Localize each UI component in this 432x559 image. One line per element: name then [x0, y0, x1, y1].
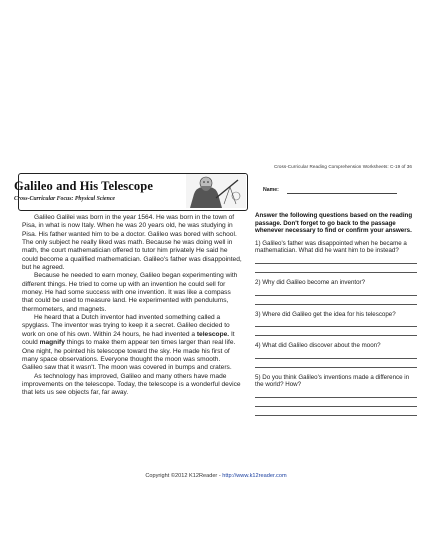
- copyright-text: Copyright ©2012 K12Reader -: [145, 473, 223, 479]
- reading-passage: [22, 214, 242, 398]
- passage-paragraph-3: He heard that a Dutch inventor had invented something called a spyglass. The inventor was trying to keep it a secret. Galileo decided to work on one of his own. Within 24 hours, he had invented a telescope. It could magnify things to make them appear ten times larger than real life. One night, he pointed his telescope toward the sky. He made his first of many space observations. Everyone thought the moon was smooth. Galileo saw that it wasn't. The moon was covered in bumps and craters.: [22, 314, 236, 372]
- name-line[interactable]: [287, 193, 397, 194]
- questions-panel: [255, 212, 417, 416]
- vocab-magnify: magnify: [39, 339, 65, 347]
- galileo-portrait-image: [186, 174, 246, 208]
- passage-paragraph-2: Because he needed to earn money, Galileo began experimenting with different things. He tried to come up with an invention he could sell for money. He had some success with one invention. It was like a compass that could be used to measure land. He experimented with pendulums, thermometers, and magnets.: [22, 272, 238, 313]
- answer-line[interactable]: [255, 398, 417, 407]
- worksheet-title: Galileo and His Telescope: [14, 179, 153, 193]
- answer-line[interactable]: [255, 327, 417, 336]
- question-3: 3) Where did Galileo get the idea for his telescope?: [255, 310, 396, 318]
- answer-line[interactable]: [255, 407, 417, 416]
- answer-line[interactable]: [255, 296, 417, 305]
- question-5: 5) Do you think Galileo's inventions made a difference in the world? How?: [255, 373, 410, 389]
- instructions: Answer the following questions based on the reading passage. Don't forget to go back to the passage whenever necessary to find or confirm your answers.: [255, 212, 413, 235]
- answer-line[interactable]: [255, 264, 417, 273]
- k12reader-link[interactable]: http://www.k12reader.com: [222, 473, 287, 479]
- question-2: 2) Why did Galileo become an inventor?: [255, 278, 366, 286]
- worksheet-series-label: Cross-Curricular Reading Comprehension Worksheets: C-19 of 36: [273, 164, 412, 169]
- answer-line[interactable]: [255, 287, 417, 296]
- answer-line[interactable]: [255, 350, 417, 359]
- vocab-telescope: telescope.: [196, 330, 230, 338]
- worksheet-subtitle: Cross-Curricular Focus: Physical Science: [14, 196, 115, 202]
- passage-paragraph-1: Galileo Galilei was born in the year 1564. He was born in the town of Pisa, in what is now Italy. When he was 20 years old, he was studying in Pisa. His father wanted him to be a doctor. Galileo was bored with school. The only subject he really liked was math. Because he was doing well in math, the court mathematician offered to tutor him privately He said he could become a qualified mathematician. Galileo's father was disappointed, but he agreed.: [22, 214, 242, 272]
- answer-line[interactable]: [255, 359, 417, 368]
- answer-line[interactable]: [255, 318, 417, 327]
- name-field[interactable]: [255, 187, 415, 197]
- question-1: 1) Galileo's father was disappointed when he became a mathematician. What did he want him to be instead?: [255, 239, 407, 255]
- answer-line[interactable]: [255, 255, 417, 264]
- passage-paragraph-4: As technology has improved, Galileo and many others have made improvements on the telescope. Today, the telescope is a wonderful device that lets us see objects far, far away.: [22, 372, 241, 397]
- question-4: 4) What did Galileo discover about the moon?: [255, 342, 381, 350]
- name-label: Name:: [263, 187, 279, 193]
- answer-line[interactable]: [255, 389, 417, 398]
- footer: [0, 473, 432, 479]
